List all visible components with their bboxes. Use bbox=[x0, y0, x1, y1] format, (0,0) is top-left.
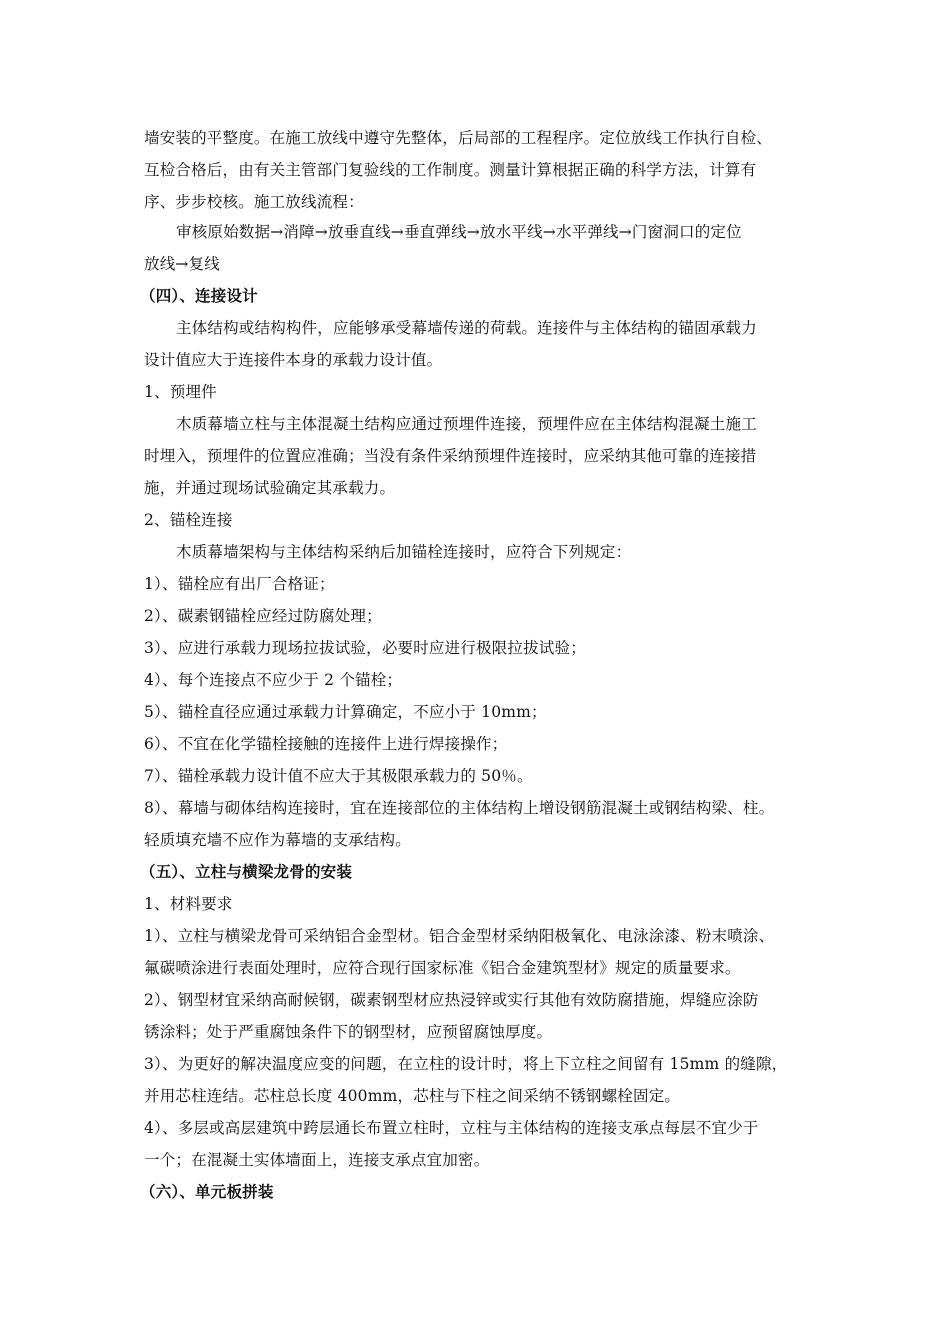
list-item: 4）、每个连接点不应少于 2 个锚栓； bbox=[144, 671, 403, 689]
paragraph-line: 木质幕墙立柱与主体混凝土结构应通过预埋件连接，预埋件应在主体结构混凝土施工 bbox=[176, 415, 757, 433]
paragraph-line: 轻质填充墙不应作为幕墙的支承结构。 bbox=[144, 831, 411, 849]
paragraph-line: 时埋入，预埋件的位置应准确；当没有条件采纳预埋件连接时，应采纳其他可靠的连接措 bbox=[144, 447, 757, 465]
paragraph-line: 设计值应大于连接件本身的承载力设计值。 bbox=[144, 351, 443, 369]
subheading: 1、预埋件 bbox=[144, 383, 217, 401]
paragraph-line: 氟碳喷涂进行表面处理时，应符合现行国家标准《铝合金建筑型材》规定的质量要求。 bbox=[144, 959, 741, 977]
paragraph-line: 审核原始数据→消障→放垂直线→垂直弹线→放水平线→水平弹线→门窗洞口的定位 bbox=[176, 223, 742, 241]
list-item: 3）、为更好的解决温度应变的问题，在立柱的设计时，将上下立柱之间留有 15mm 的缝隙， bbox=[144, 1055, 788, 1073]
list-item: 2）、碳素钢锚栓应经过防腐处理； bbox=[144, 607, 382, 625]
paragraph-line: 放线→复线 bbox=[144, 255, 220, 273]
list-item: 8）、幕墙与砌体结构连接时，宜在连接部位的主体结构上增设钢筋混凝土或钢结构梁、柱。 bbox=[144, 799, 775, 817]
paragraph-line: 序、步步校核。施工放线流程： bbox=[144, 193, 364, 211]
section-heading: （六）、单元板拼装 bbox=[140, 1183, 274, 1201]
paragraph-line: 主体结构或结构构件，应能够承受幕墙传递的荷载。连接件与主体结构的锚固承载力 bbox=[176, 319, 757, 337]
paragraph-line: 互检合格后，由有关主管部门复验线的工作制度。测量计算根据正确的科学方法，计算有 bbox=[144, 161, 757, 179]
list-item: 4）、多层或高层建筑中跨层通长布置立柱时，立柱与主体结构的连接支承点每层不宜少于 bbox=[144, 1119, 759, 1137]
section-heading: （五）、立柱与横梁龙骨的安装 bbox=[140, 863, 353, 881]
list-item: 1）、锚栓应有出厂合格证； bbox=[144, 575, 335, 593]
list-item: 2）、钢型材宜采纳高耐候钢，碳素钢型材应热浸锌或实行其他有效防腐措施，焊缝应涂防 bbox=[144, 991, 759, 1009]
section-heading: （四）、连接设计 bbox=[140, 287, 258, 305]
paragraph-line: 并用芯柱连结。芯柱总长度 400mm，芯柱与下柱之间采纳不锈钢螺栓固定。 bbox=[144, 1087, 681, 1105]
paragraph-line: 木质幕墙架构与主体结构采纳后加锚栓连接时，应符合下列规定： bbox=[176, 543, 632, 561]
paragraph-line: 施，并通过现场试验确定其承载力。 bbox=[144, 479, 396, 497]
list-item: 6）、不宜在化学锚栓接触的连接件上进行焊接操作； bbox=[144, 735, 508, 753]
list-item: 3）、应进行承载力现场拉拔试验，必要时应进行极限拉拔试验； bbox=[144, 639, 586, 657]
paragraph-line: 锈涂料；处于严重腐蚀条件下的钢型材，应预留腐蚀厚度。 bbox=[144, 1023, 553, 1041]
paragraph-line: 墙安装的平整度。在施工放线中遵守先整体，后局部的工程程序。定位放线工作执行自检、 bbox=[144, 129, 773, 147]
paragraph-line: 一个；在混凝土实体墙面上，连接支承点宜加密。 bbox=[144, 1151, 490, 1169]
list-item: 1）、立柱与横梁龙骨可采纳铝合金型材。铝合金型材采纳阳极氧化、电泳涂漆、粉末喷涂、 bbox=[144, 927, 775, 945]
subheading: 2、锚栓连接 bbox=[144, 511, 233, 529]
list-item: 5）、锚栓直径应通过承载力计算确定，不应小于 10mm； bbox=[144, 703, 547, 721]
subheading: 1、材料要求 bbox=[144, 895, 233, 913]
list-item: 7）、锚栓承载力设计值不应大于其极限承载力的 50％。 bbox=[144, 767, 533, 785]
